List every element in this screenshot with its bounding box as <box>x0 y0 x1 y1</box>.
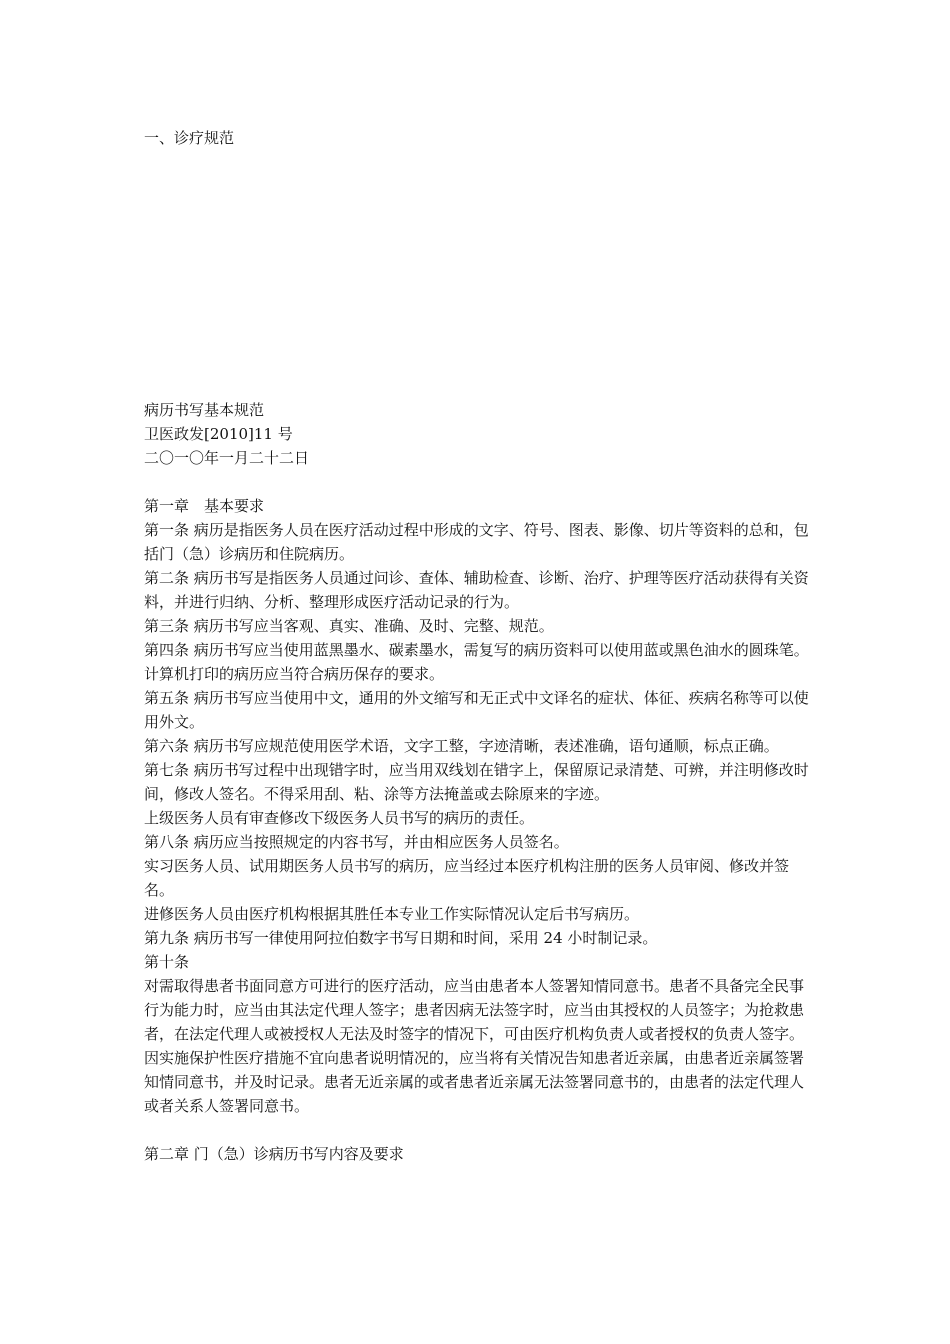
spacer <box>144 1118 812 1142</box>
document-body <box>144 398 812 1166</box>
article-8-trainee-note: 进修医务人员由医疗机构根据其胜任本专业工作实际情况认定后书写病历。 <box>144 905 640 923</box>
article-10-label: 第十条 <box>144 953 190 971</box>
article-5: 第五条 病历书写应当使用中文，通用的外文缩写和无正式中文译名的症状、体征、疾病名称等可以使用外文。 <box>144 689 809 731</box>
section-heading: 一、诊疗规范 <box>144 129 235 147</box>
article-7-note: 上级医务人员有审查修改下级医务人员书写的病历的责任。 <box>144 809 535 827</box>
article-8-intern-note: 实习医务人员、试用期医务人员书写的病历，应当经过本医疗机构注册的医务人员审阅、修改并签名。 <box>144 857 790 899</box>
article-8: 第八条 病历应当按照规定的内容书写，并由相应医务人员签名。 <box>144 833 569 851</box>
article-9: 第九条 病历书写一律使用阿拉伯数字书写日期和时间，采用 24 小时制记录。 <box>144 929 658 947</box>
article-10-protective: 因实施保护性医疗措施不宜向患者说明情况的，应当将有关情况告知患者近亲属，由患者近亲属签署知情同意书，并及时记录。患者无近亲属的或者患者近亲属无法签署同意书的，由患者的法定代理人或者关系人签署同意书。 <box>144 1049 805 1115</box>
article-6: 第六条 病历书写应规范使用医学术语，文字工整，字迹清晰，表述准确，语句通顺，标点正确。 <box>144 737 779 755</box>
article-10-consent: 对需取得患者书面同意方可进行的医疗活动，应当由患者本人签署知情同意书。患者不具备完全民事行为能力时，应当由其法定代理人签字；患者因病无法签字时，应当由其授权的人员签字；为抢救患者，在法定代理人或被授权人无法及时签字的情况下，可由医疗机构负责人或者授权的负责人签字。 <box>144 977 805 1043</box>
article-7: 第七条 病历书写过程中出现错字时，应当用双线划在错字上，保留原记录清楚、可辨，并注明修改时间，修改人签名。不得采用刮、粘、涂等方法掩盖或去除原来的字迹。 <box>144 761 809 803</box>
document-title: 病历书写基本规范 <box>144 401 265 419</box>
article-3: 第三条 病历书写应当客观、真实、准确、及时、完整、规范。 <box>144 617 554 635</box>
spacer <box>144 470 812 494</box>
document-date: 二〇一〇年一月二十二日 <box>144 449 310 467</box>
article-4: 第四条 病历书写应当使用蓝黑墨水、碳素墨水，需复写的病历资料可以使用蓝或黑色油水的圆珠笔。计算机打印的病历应当符合病历保存的要求。 <box>144 641 809 683</box>
chapter-1-heading: 第一章 基本要求 <box>144 497 265 515</box>
article-1: 第一条 病历是指医务人员在医疗活动过程中形成的文字、符号、图表、影像、切片等资料的总和，包括门（急）诊病历和住院病历。 <box>144 521 809 563</box>
document-number: 卫医政发[2010]11 号 <box>144 425 293 443</box>
chapter-2-heading: 第二章 门（急）诊病历书写内容及要求 <box>144 1145 404 1163</box>
article-2: 第二条 病历书写是指医务人员通过问诊、查体、辅助检查、诊断、治疗、护理等医疗活动获得有关资料，并进行归纳、分析、整理形成医疗活动记录的行为。 <box>144 569 809 611</box>
